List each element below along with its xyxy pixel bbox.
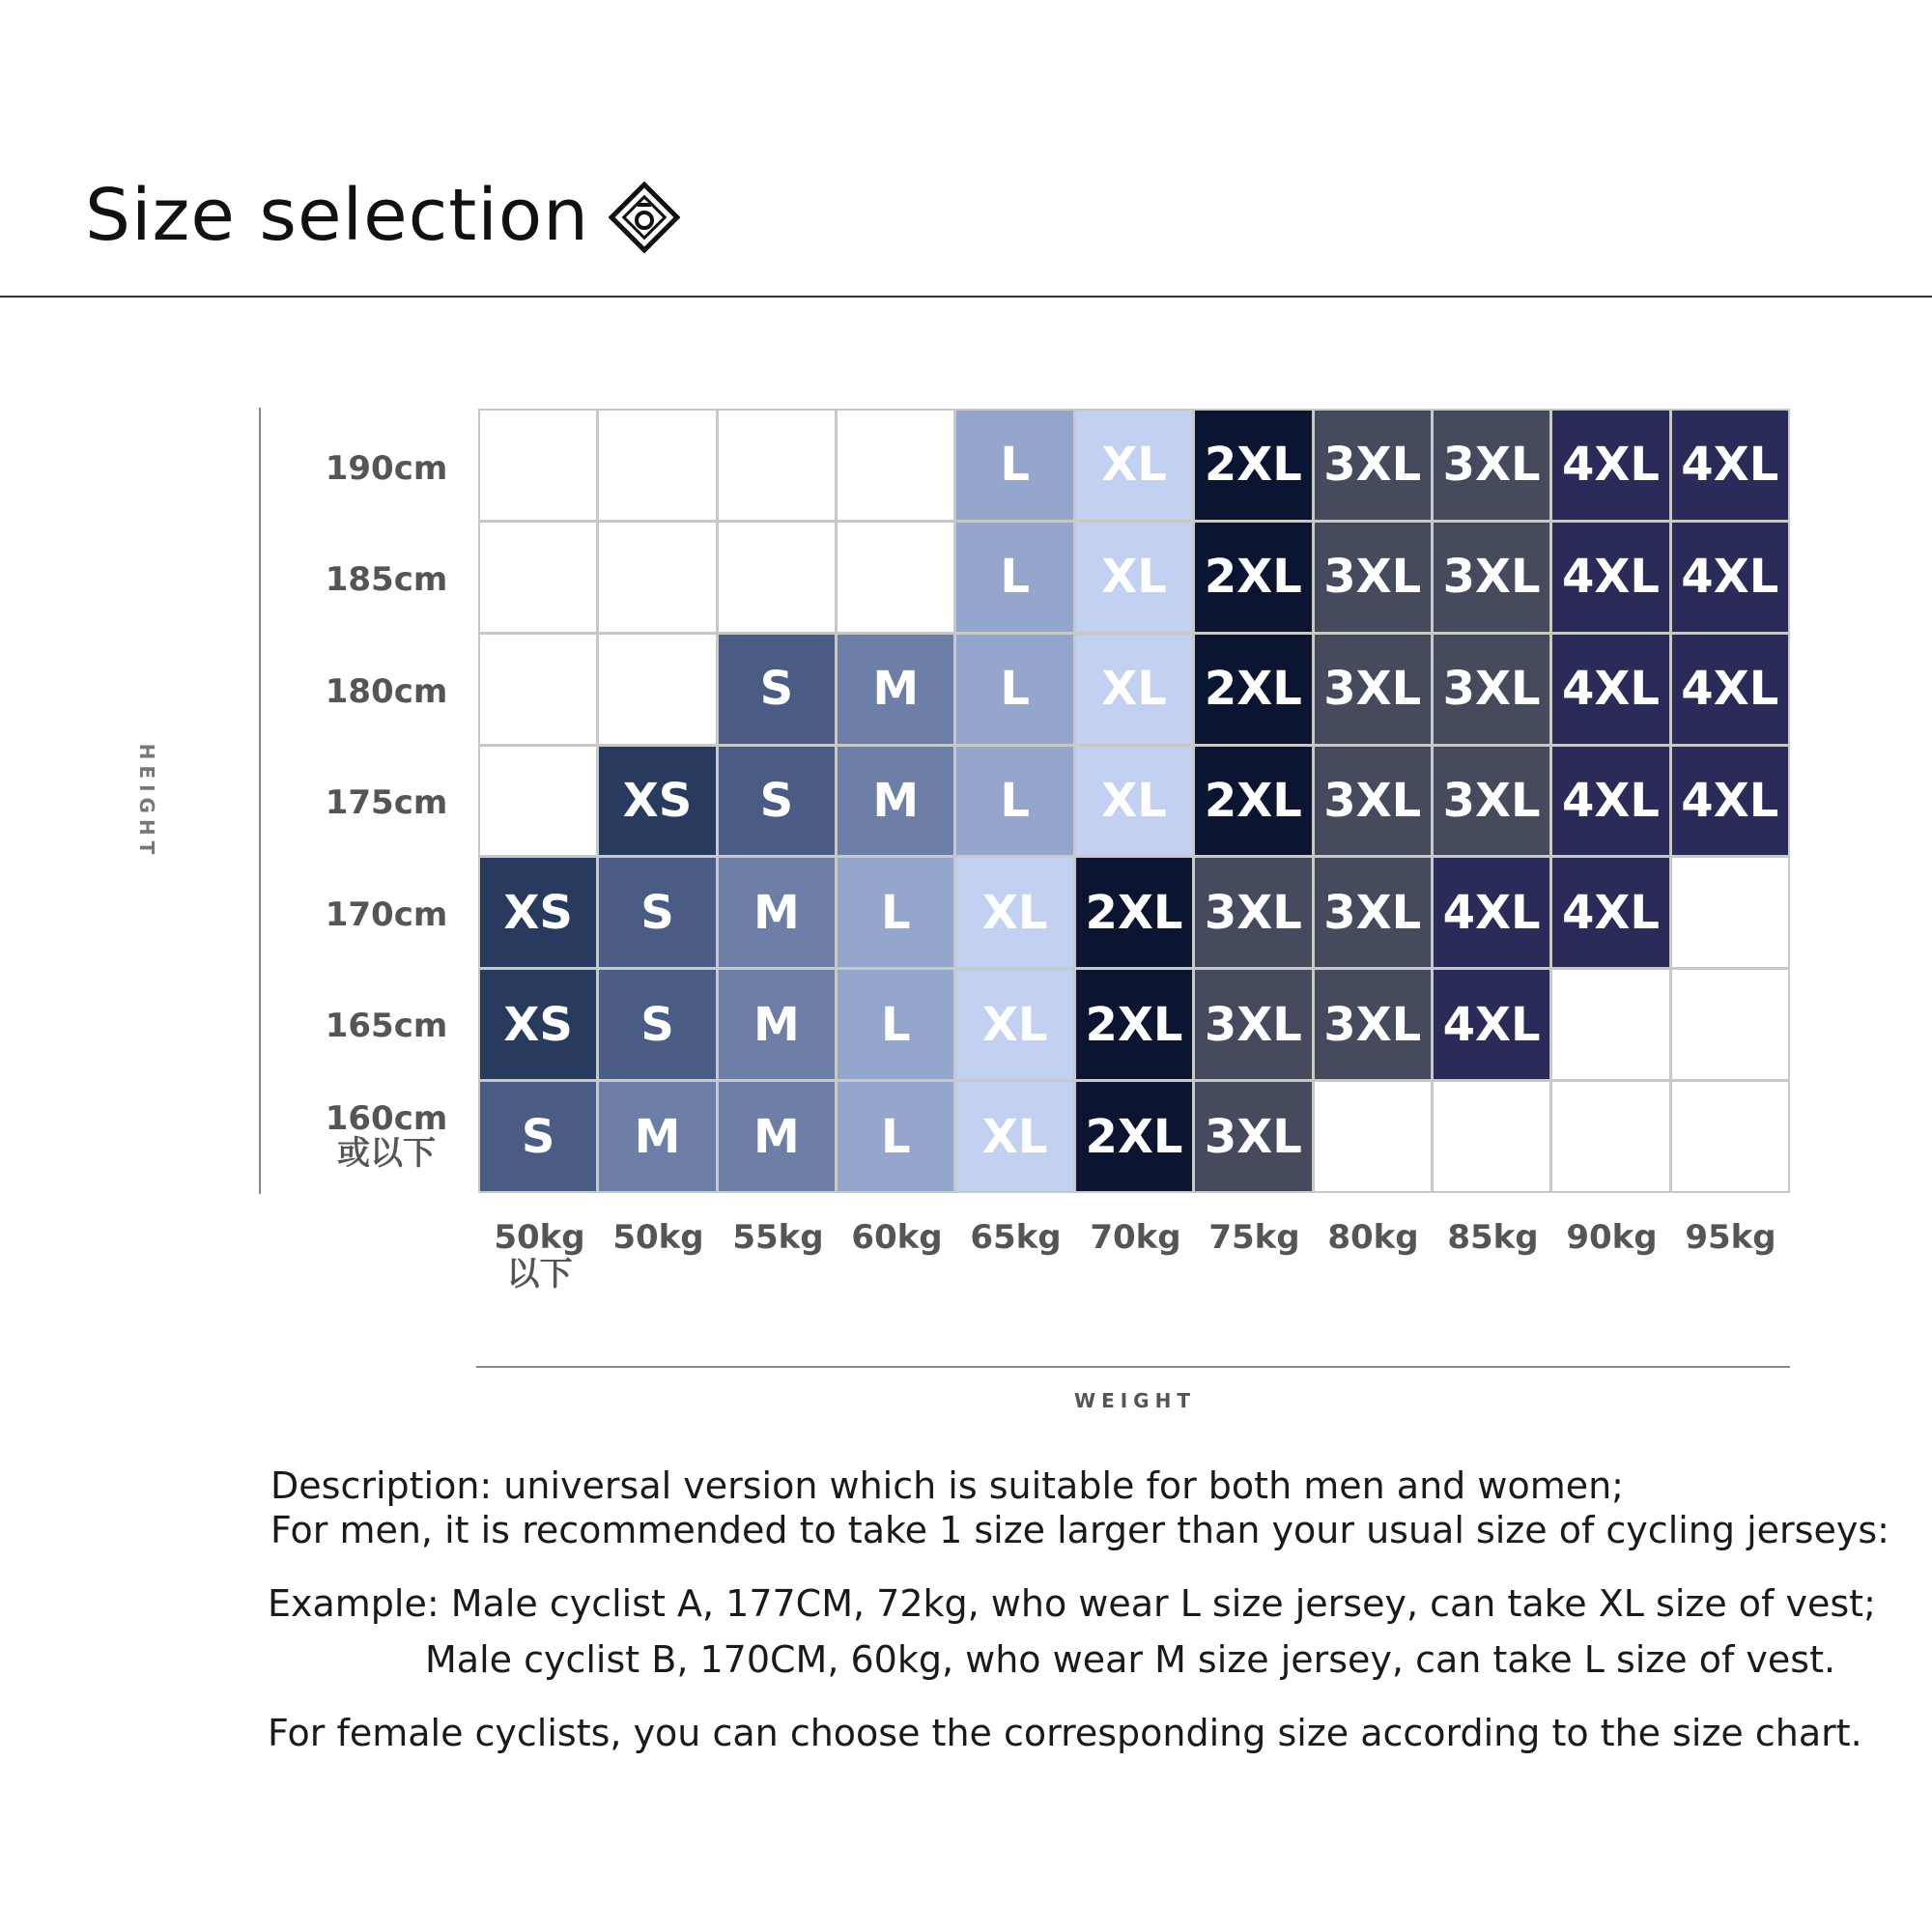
size-grid xyxy=(478,409,1789,1192)
size-cell: 4XL xyxy=(1550,633,1670,746)
column-label: 75kg xyxy=(1208,1218,1300,1257)
column-label: 60kg xyxy=(851,1218,943,1257)
empty-cell xyxy=(1432,1080,1551,1193)
size-cell: M xyxy=(717,968,837,1081)
empty-cell xyxy=(597,409,717,522)
size-cell: XS xyxy=(478,968,598,1081)
size-cell: 3XL xyxy=(1432,521,1551,634)
height-axis-label: HEIGHT xyxy=(135,743,158,861)
size-cell: 2XL xyxy=(1193,745,1313,858)
size-cell: L xyxy=(954,409,1074,522)
empty-cell xyxy=(478,521,598,634)
row-label: 180cm xyxy=(325,672,448,711)
size-cell: 2XL xyxy=(1193,409,1313,522)
empty-cell xyxy=(1670,968,1790,1081)
example-b: Male cyclist B, 170CM, 60kg, who wear M size jersey, can take L size of vest. xyxy=(425,1638,1836,1681)
size-cell: 4XL xyxy=(1550,745,1670,858)
size-cell: 2XL xyxy=(1074,968,1194,1081)
size-cell: 4XL xyxy=(1670,745,1790,858)
row-label: 165cm xyxy=(325,1007,448,1045)
column-label: 95kg xyxy=(1685,1218,1776,1257)
size-cell: M xyxy=(836,633,955,746)
size-cell: 3XL xyxy=(1432,745,1551,858)
empty-cell xyxy=(597,521,717,634)
size-cell: 3XL xyxy=(1313,633,1433,746)
empty-cell xyxy=(1550,1080,1670,1193)
page-title: Size selection xyxy=(85,174,590,257)
size-cell: 2XL xyxy=(1193,633,1313,746)
column-label: 90kg xyxy=(1566,1218,1658,1257)
empty-cell xyxy=(478,409,598,522)
column-label: 70kg xyxy=(1090,1218,1181,1257)
size-cell: 3XL xyxy=(1432,409,1551,522)
description-line-1: Description: universal version which is suitable for both men and women; xyxy=(270,1464,1624,1507)
size-cell: L xyxy=(836,1080,955,1193)
row-label: 185cm xyxy=(325,560,448,599)
brand-logo-icon xyxy=(609,182,680,253)
weight-axis-line xyxy=(476,1366,1790,1368)
size-cell: XS xyxy=(597,745,717,858)
empty-cell xyxy=(478,633,598,746)
size-cell: S xyxy=(717,633,837,746)
size-cell: 3XL xyxy=(1193,856,1313,969)
size-cell: 3XL xyxy=(1432,633,1551,746)
size-cell: 2XL xyxy=(1074,856,1194,969)
size-cell: 2XL xyxy=(1074,1080,1194,1193)
size-cell: XL xyxy=(1074,745,1194,858)
size-cell: 4XL xyxy=(1670,521,1790,634)
size-cell: L xyxy=(836,856,955,969)
header-divider xyxy=(0,296,1932,298)
female-note: For female cyclists, you can choose the corresponding size according to the size chart. xyxy=(268,1712,1862,1754)
row-label: 190cm xyxy=(325,449,448,488)
column-label: 65kg xyxy=(970,1218,1062,1257)
empty-cell xyxy=(717,409,837,522)
size-cell: 3XL xyxy=(1313,409,1433,522)
column-label: 55kg xyxy=(732,1218,824,1257)
size-cell: 3XL xyxy=(1313,968,1433,1081)
empty-cell xyxy=(1670,1080,1790,1193)
empty-cell xyxy=(717,521,837,634)
row-label: 170cm xyxy=(325,895,448,934)
empty-cell xyxy=(1670,856,1790,969)
size-cell: 3XL xyxy=(1193,968,1313,1081)
size-cell: 4XL xyxy=(1432,968,1551,1081)
top-band xyxy=(0,0,1932,135)
column-label: 80kg xyxy=(1327,1218,1419,1257)
empty-cell xyxy=(597,633,717,746)
size-cell: XL xyxy=(1074,521,1194,634)
size-cell: 4XL xyxy=(1550,521,1670,634)
size-cell: L xyxy=(954,633,1074,746)
size-cell: 2XL xyxy=(1193,521,1313,634)
empty-cell xyxy=(836,521,955,634)
size-cell: XS xyxy=(478,856,598,969)
size-cell: 4XL xyxy=(1670,409,1790,522)
size-cell: XL xyxy=(954,856,1074,969)
weight-axis-label: WEIGHT xyxy=(1074,1389,1196,1412)
size-cell: XL xyxy=(1074,409,1194,522)
row-label: 160cm 或以下 xyxy=(325,1099,448,1173)
size-cell: L xyxy=(954,745,1074,858)
size-cell: 3XL xyxy=(1193,1080,1313,1193)
size-cell: M xyxy=(717,856,837,969)
size-cell: 3XL xyxy=(1313,745,1433,858)
size-cell: M xyxy=(717,1080,837,1193)
size-cell: 4XL xyxy=(1550,409,1670,522)
height-axis-line xyxy=(259,408,261,1194)
empty-cell xyxy=(836,409,955,522)
size-cell: S xyxy=(597,968,717,1081)
size-cell: XL xyxy=(954,968,1074,1081)
column-label: 50kg xyxy=(612,1218,704,1257)
size-cell: M xyxy=(597,1080,717,1193)
empty-cell xyxy=(478,745,598,858)
size-cell: 4XL xyxy=(1670,633,1790,746)
example-a: Example: Male cyclist A, 177CM, 72kg, who wear L size jersey, can take XL size of vest; xyxy=(268,1582,1876,1625)
size-cell: L xyxy=(836,968,955,1081)
empty-cell xyxy=(1550,968,1670,1081)
column-label: 85kg xyxy=(1447,1218,1539,1257)
size-cell: L xyxy=(954,521,1074,634)
empty-cell xyxy=(1313,1080,1433,1193)
size-cell: S xyxy=(717,745,837,858)
description-line-2: For men, it is recommended to take 1 size larger than your usual size of cycling jerseys: xyxy=(270,1509,1889,1551)
size-cell: XL xyxy=(1074,633,1194,746)
size-cell: 3XL xyxy=(1313,856,1433,969)
size-cell: S xyxy=(597,856,717,969)
row-label: 175cm xyxy=(325,783,448,822)
size-cell: XL xyxy=(954,1080,1074,1193)
size-cell: 4XL xyxy=(1550,856,1670,969)
size-cell: S xyxy=(478,1080,598,1193)
size-cell: 4XL xyxy=(1432,856,1551,969)
column-label: 50kg 以下 xyxy=(494,1218,585,1293)
size-cell: 3XL xyxy=(1313,521,1433,634)
size-cell: M xyxy=(836,745,955,858)
